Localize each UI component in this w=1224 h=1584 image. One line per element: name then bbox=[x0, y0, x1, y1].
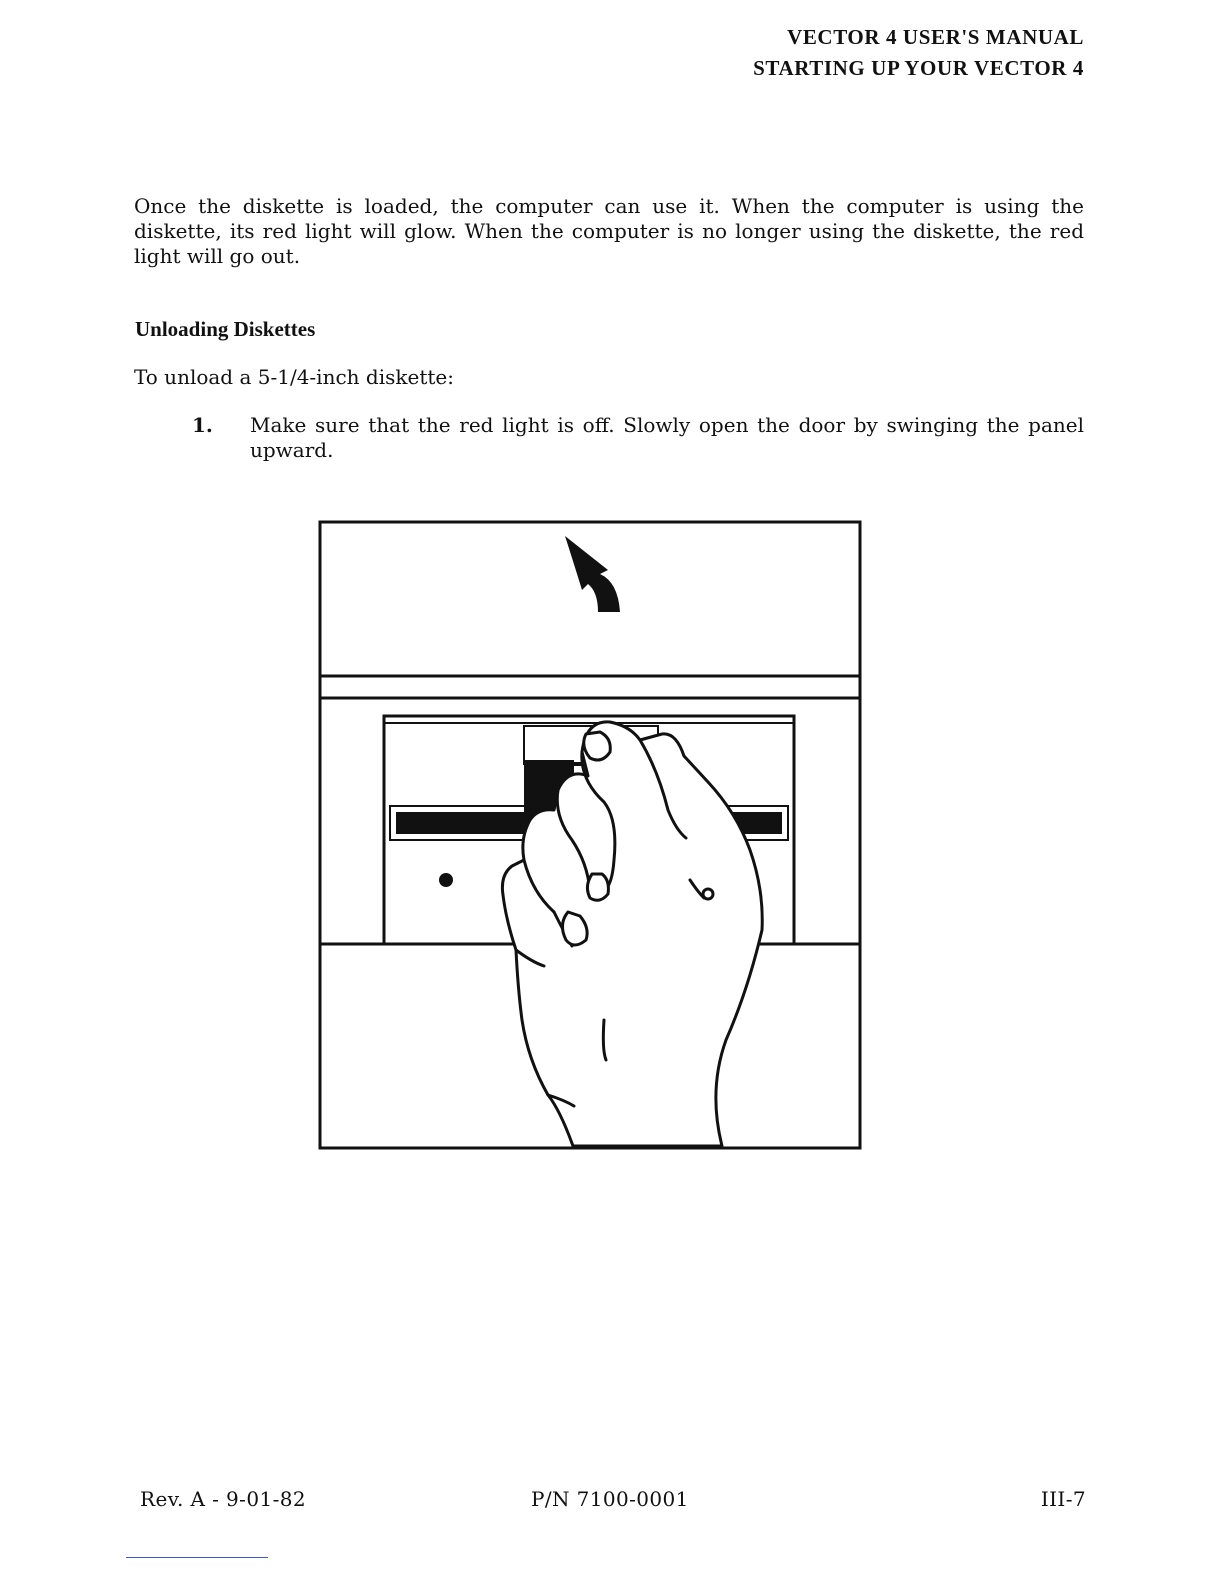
step-text: Make sure that the red light is off. Slowly open the door by swinging the panel upward. bbox=[250, 413, 1084, 462]
intro-paragraph: Once the diskette is loaded, the computer can use it. When the computer is using the diskette, its red light will glow. When the computer is no longer using the diskette, the red light will go out. bbox=[134, 194, 1084, 268]
section-heading: Unloading Diskettes bbox=[135, 317, 316, 341]
step-number: 1. bbox=[192, 413, 213, 437]
scan-rule bbox=[126, 1557, 268, 1558]
step-item bbox=[192, 413, 1084, 463]
hand-opening-drive-door-icon bbox=[318, 520, 864, 1152]
manual-title: VECTOR 4 USER'S MANUAL bbox=[787, 25, 1084, 49]
drive-door-illustration bbox=[318, 520, 864, 1152]
running-header bbox=[753, 22, 1084, 84]
drive-light-icon bbox=[439, 873, 453, 887]
chapter-title: STARTING UP YOUR VECTOR 4 bbox=[753, 56, 1084, 80]
revision-label: Rev. A - 9-01-82 bbox=[140, 1487, 306, 1511]
page-number: III-7 bbox=[1040, 1487, 1086, 1511]
part-number: P/N 7100-0001 bbox=[531, 1487, 689, 1511]
lead-sentence: To unload a 5-1/4-inch diskette: bbox=[134, 365, 454, 389]
